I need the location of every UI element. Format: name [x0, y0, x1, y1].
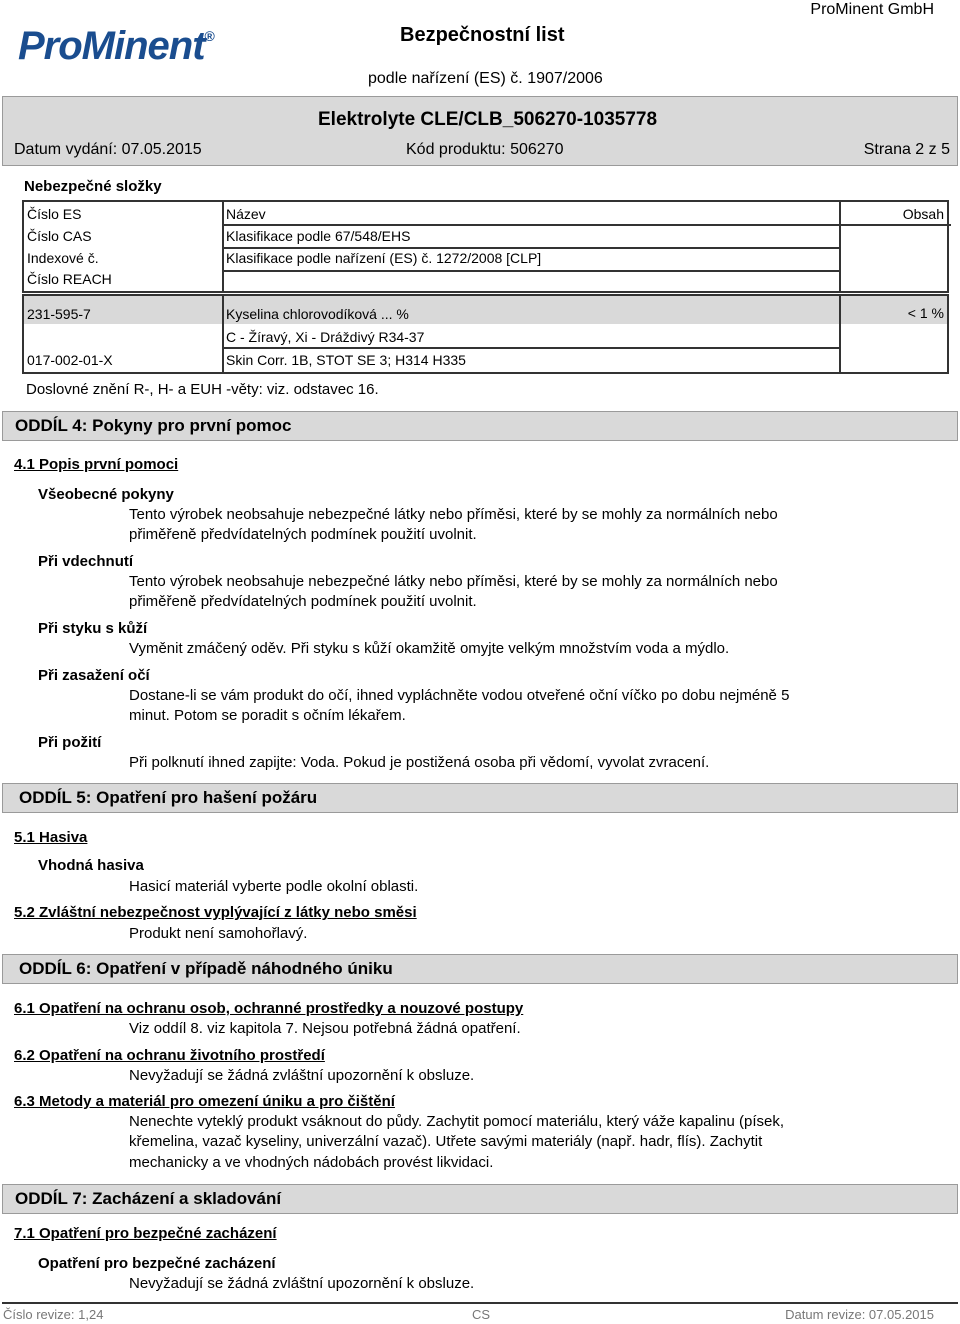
product-code: Kód produktu: 506270 — [406, 141, 564, 158]
inhalation-text-1: Tento výrobek neobsahuje nebezpečné látky nebo příměsi, které by se mohly za normálních nebo — [129, 573, 778, 590]
row-class-clp: Skin Corr. 1B, STOT SE 3; H314 H335 — [226, 352, 466, 368]
eye-contact-text-2: minut. Potom se poradit s očním lékařem. — [129, 707, 406, 724]
row-index-number: 017-002-01-X — [27, 352, 113, 368]
issue-date: Datum vydání: 07.05.2015 — [14, 141, 202, 158]
subsection-7-1: 7.1 Opatření pro bezpečné zacházení — [14, 1225, 277, 1242]
section-5-title: ODDÍL 5: Opatření pro hašení požáru — [19, 788, 318, 807]
section-6-title: ODDÍL 6: Opatření v případě náhodného úniku — [19, 959, 393, 978]
inhalation-text-2: přiměřeně předvídatelných podmínek použití uvolnit. — [129, 593, 477, 610]
safe-handling-label: Opatření pro bezpečné zacházení — [38, 1255, 276, 1272]
ingestion-text: Při polknutí ihned zapijte: Voda. Pokud je postižená osoba při vědomí, vyvolat zvracení. — [129, 754, 710, 771]
subsection-6-2-text: Nevyžadují se žádná zvláštní upozornění k obsluze. — [129, 1067, 475, 1084]
page-number: Strana 2 z 5 — [863, 141, 950, 158]
product-name: Elektrolyte CLE/CLB_506270-1035778 — [318, 109, 658, 130]
footer-divider — [2, 1302, 958, 1304]
section-6-header — [2, 954, 958, 984]
section-7-title: ODDÍL 7: Zacházení a skladování — [15, 1189, 282, 1208]
extinguishing-media-label: Vhodná hasiva — [38, 857, 144, 874]
row-substance-name: Kyselina chlorovodíková ... % — [226, 306, 409, 322]
section-7-header — [2, 1184, 958, 1214]
row-class-dsd: C - Žíravý, Xi - Dráždivý R34-37 — [226, 329, 425, 345]
components-title: Nebezpečné složky — [24, 178, 162, 195]
language-code: CS — [472, 1307, 491, 1322]
header-class-clp: Klasifikace podle nařízení (ES) č. 1272/2008 [CLP] — [226, 250, 542, 266]
revision-number: Číslo revize: 1,24 — [3, 1307, 104, 1322]
header-name: Název — [226, 206, 266, 222]
subsection-6-3: 6.3 Metody a materiál pro omezení úniku a pro čištění — [14, 1093, 395, 1110]
subsection-5-2-text: Produkt není samohořlavý. — [129, 925, 308, 942]
subsection-6-1-text: Viz oddíl 8. viz kapitola 7. Nejsou potřebná žádná opatření. — [129, 1020, 521, 1037]
subsection-4-1: 4.1 Popis první pomoci — [14, 456, 179, 473]
company-name: ProMinent GmbH — [810, 1, 934, 18]
subsection-6-2: 6.2 Opatření na ochranu životního prostředí — [14, 1047, 325, 1064]
eye-contact-text-1: Dostane-li se vám produkt do očí, ihned vypláchněte vodou otveřené oční víčko po dobu nejméně 5 — [129, 687, 790, 704]
revision-date: Datum revize: 07.05.2015 — [785, 1307, 934, 1322]
subsection-6-1: 6.1 Opatření na ochranu osob, ochranné prostředky a nouzové postupy — [14, 1000, 524, 1017]
components-table-header — [22, 200, 949, 293]
components-table-row — [22, 294, 949, 374]
skin-contact-text: Vyměnit zmáčený oděv. Při styku s kůží okamžitě omyjte velkým množstvím voda a mýdlo. — [129, 640, 730, 657]
general-text-1: Tento výrobek neobsahuje nebezpečné látky nebo příměsi, které by se mohly za normálních nebo — [129, 506, 778, 523]
subsection-5-1: 5.1 Hasiva — [14, 829, 88, 846]
header-reach-number: Číslo REACH — [27, 271, 112, 287]
header-ec-number: Číslo ES — [27, 206, 82, 222]
skin-contact-label: Při styku s kůží — [38, 620, 148, 637]
section-5-header — [2, 783, 958, 813]
document-title: Bezpečnostní list — [400, 24, 565, 46]
row-ec-number: 231-595-7 — [27, 306, 91, 322]
row-content: < 1 % — [907, 305, 944, 321]
r-h-phrases-note: Doslovné znění R-, H- a EUH -věty: viz. odstavec 16. — [26, 381, 379, 398]
header-class-dsd: Klasifikace podle 67/548/EHS — [226, 228, 411, 244]
header-content: Obsah — [902, 206, 944, 222]
extinguishing-media-text: Hasicí materiál vyberte podle okolní oblasti. — [129, 878, 419, 895]
general-text-2: přiměřeně předvídatelných podmínek použití uvolnit. — [129, 526, 477, 543]
ingestion-label: Při požití — [38, 734, 102, 751]
subsection-6-3-text-2: křemelina, vazač kyseliny, univerzální vazač). Utřete savými materiály (např. hadr, flís). Zachytit — [129, 1133, 763, 1150]
header-cas-number: Číslo CAS — [27, 228, 92, 244]
safe-handling-text: Nevyžadují se žádná zvláštní upozornění k obsluze. — [129, 1275, 475, 1292]
company-logo: ProMinent® — [18, 24, 214, 68]
subsection-6-3-text-3: mechanicky a ve vhodných nádobách provést likvidaci. — [129, 1154, 494, 1171]
section-4-title: ODDÍL 4: Pokyny pro první pomoc — [15, 416, 292, 435]
regulation-reference: podle nařízení (ES) č. 1907/2006 — [368, 70, 603, 87]
header-index-number: Indexové č. — [27, 250, 99, 266]
general-label: Všeobecné pokyny — [38, 486, 174, 503]
section-4-header — [2, 411, 958, 441]
subsection-6-3-text-1: Nenechte vyteklý produkt vsáknout do půdy. Zachytit pomocí materiálu, který váže kapalinu (písek, — [129, 1113, 785, 1130]
eye-contact-label: Při zasažení očí — [38, 667, 150, 684]
inhalation-label: Při vdechnutí — [38, 553, 134, 570]
subsection-5-2: 5.2 Zvláštní nebezpečnost vyplývající z látky nebo směsi — [14, 904, 417, 921]
